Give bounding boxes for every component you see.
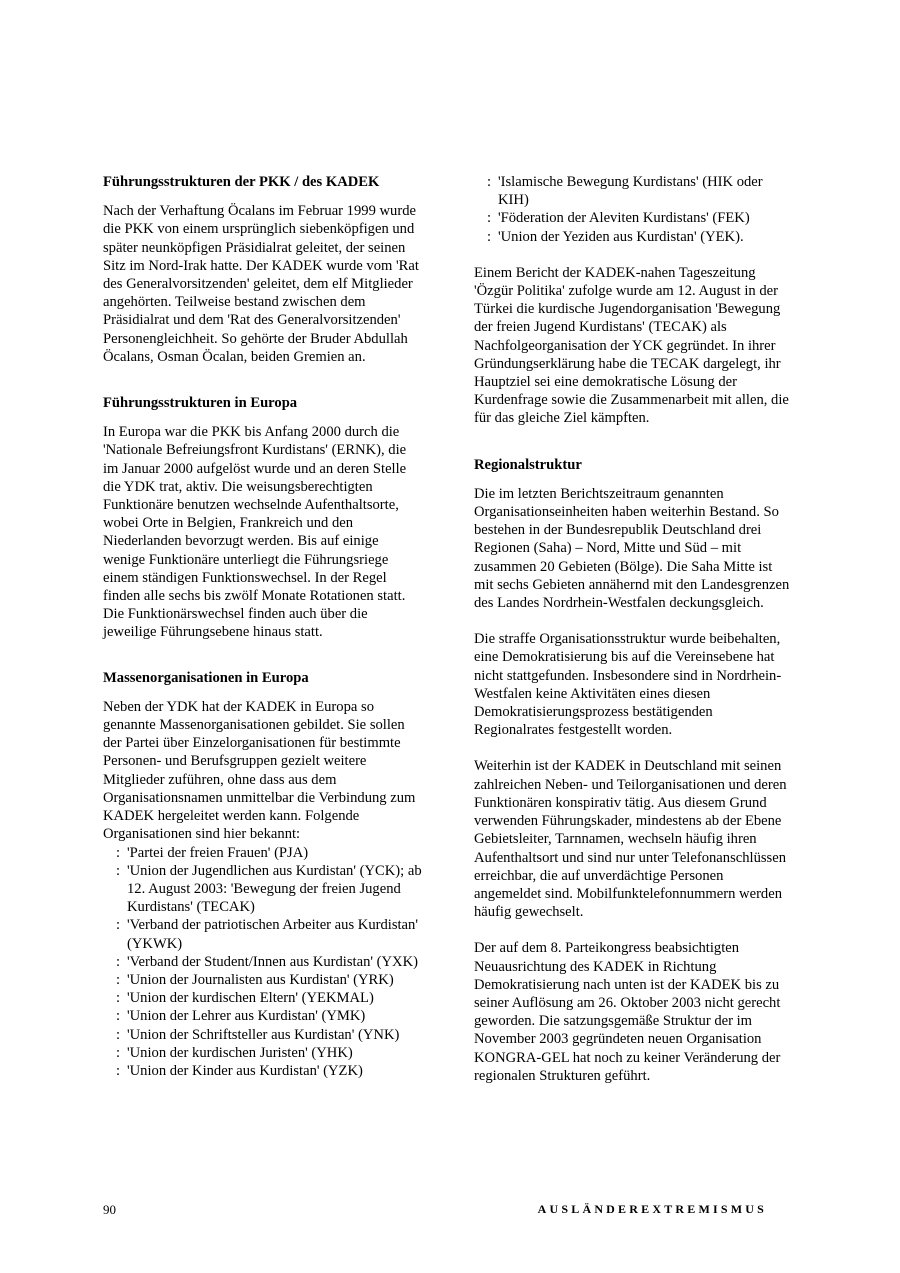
list-item: : 'Union der kurdischen Eltern' (YEKMAL) bbox=[116, 990, 374, 1007]
list-bullet: : bbox=[116, 971, 121, 988]
paragraph-regional-1: Die im letzten Berichtszeitraum genannten Organisationseinheiten haben weiterhin Bestand. So bestehen in der Bundesrepublik Deutschland drei Regionen (Saha) – Nord, Mitte und Süd – mit zusammen 20 Gebieten (Bölge). Die Saha Mitte ist mit sechs Gebieten annähernd mit den Landesgrenzen des Landes Nordrhein-Westfalen deckungsgleich. bbox=[474, 485, 790, 612]
list-item: : 'Partei der freien Frauen' (PJA) bbox=[116, 844, 309, 861]
list-bullet: : bbox=[116, 862, 121, 879]
list-item: : 'Union der Yeziden aus Kurdistan' (YEK). bbox=[487, 228, 744, 245]
list-item: : 'Verband der patriotischen Arbeiter aus Kurdistan' (YKWK) bbox=[116, 917, 418, 952]
paragraph-leadership-europe: In Europa war die PKK bis Anfang 2000 durch die 'Nationale Befreiungsfront Kurdistans' (ERNK), die im Januar 2000 aufgelöst wurde und an deren Stelle die YDK trat, aktiv. Die weisungsberechtigten Funktionäre benutzen wechselnde Aufenthaltsorte, wobei Orte in Belgien, Frankreich und den Niederlanden bevorzugt werden. Bis auf einige wenige Funktionäre unterliegt die Führungsriege einem ständigen Funktionswechsel. In der Regel finden alle sechs bis zwölf Monate Rotationen statt. Die Funktionärswechsel finden auch über die jeweilige Führungsebene hinaus statt. bbox=[103, 424, 407, 641]
list-bullet: : bbox=[116, 917, 121, 934]
list-item: : 'Union der Lehrer aus Kurdistan' (YMK) bbox=[116, 1008, 366, 1025]
list-item: : 'Union der kurdischen Juristen' (YHK) bbox=[116, 1044, 353, 1061]
list-bullet: : bbox=[116, 1044, 121, 1061]
section-heading-mass-organizations: Massenorganisationen in Europa bbox=[103, 669, 309, 686]
list-item: : 'Union der Jugendlichen aus Kurdistan' (YCK); ab 12. August 2003: 'Bewegung der freien Jugend Kurdistans' (TECAK) bbox=[116, 862, 422, 916]
list-bullet: : bbox=[116, 1008, 121, 1025]
running-title: AUSLÄNDEREXTREMISMUS bbox=[537, 1202, 767, 1216]
list-item: : 'Union der Kinder aus Kurdistan' (YZK) bbox=[116, 1062, 363, 1079]
list-item: : 'Union der Journalisten aus Kurdistan' (YRK) bbox=[116, 971, 394, 988]
section-heading-leadership-pkk: Führungsstrukturen der PKK / des KADEK bbox=[103, 174, 380, 190]
list-bullet: : bbox=[116, 990, 121, 1007]
paragraph-leadership-pkk: Nach der Verhaftung Öcalans im Februar 1999 wurde die PKK von einem ursprünglich siebenköpfigen und später neunköpfigen Präsidialrat geleitet, der seinen Sitz im Nord-Irak hatte. Der KADEK wurde vom 'Rat des Generalvorsitzenden' geleitet, dem elf Mitglieder angehörten. Teilweise bestand zwischen dem Präsidialrat und dem 'Rat des Generalvorsitzenden' Personengleichheit. So gehörte der Bruder Abdullah Öcalans, Osman Öcalan, beiden Gremien an. bbox=[103, 203, 419, 365]
list-bullet: : bbox=[487, 210, 492, 227]
list-item: : 'Föderation der Aleviten Kurdistans' (FEK) bbox=[487, 210, 750, 227]
list-item: : 'Verband der Student/Innen aus Kurdistan' (YXK) bbox=[116, 953, 418, 970]
paragraph-regional-4: Der auf dem 8. Parteikongress beabsichtigten Neuausrichtung des KADEK in Richtung Demokratisierung nach unten ist der KADEK bis zu seiner Auflösung am 26. Oktober 2003 nicht gerecht geworden. Die satzungsgemäße Struktur der im November 2003 gegründeten neuen Organisation KONGRA-GEL hat noch zu keiner Veränderung der regionalen Strukturen geführt. bbox=[474, 940, 781, 1084]
list-item: : 'Union der Schriftsteller aus Kurdistan' (YNK) bbox=[116, 1026, 400, 1043]
organization-list-right bbox=[474, 173, 794, 246]
paragraph-regional-2: Die straffe Organisationsstruktur wurde beibehalten, eine Demokratisierung bis auf die Vereinsebene hat nicht stattgefunden. Insbesondere sind in Nordrhein-Westfalen keine Aktivitäten eines diesen Demokratisierungsprozess bestätigenden Regionalrates festgestellt worden. bbox=[474, 631, 782, 739]
list-bullet: : bbox=[487, 228, 492, 245]
organization-list-left bbox=[103, 844, 423, 1081]
section-heading-regional-structure: Regionalstruktur bbox=[474, 456, 582, 473]
paragraph-regional-3: Weiterhin ist der KADEK in Deutschland mit seinen zahlreichen Neben- und Teilorganisationen und deren Funktionären konspirativ tätig. Aus diesem Grund verwenden Führungskader, mindestens ab der Ebene Gebietsleiter, Tarnnamen, wechseln häufig ihren Aufenthaltsort und sind nur unter Telefonanschlüssen erreichbar, die auf unverdächtige Personen angemeldet sind. Mobilfunktelefonnummern werden häufig gewechselt. bbox=[474, 758, 787, 921]
page-number: 90 bbox=[103, 1202, 116, 1217]
list-bullet: : bbox=[116, 1062, 121, 1079]
list-bullet: : bbox=[116, 953, 121, 970]
list-bullet: : bbox=[116, 844, 121, 861]
section-heading-leadership-europe: Führungsstrukturen in Europa bbox=[103, 395, 298, 412]
paragraph-mass-organizations: Neben der YDK hat der KADEK in Europa so genannte Massenorganisationen gebildet. Sie sollen der Partei über Einzelorganisationen für bestimmte Personen- und Berufsgruppen gezielt weitere Mitglieder zuführen, ohne dass aus dem Organisationsnamen unmittelbar die Verbindung zum KADEK hergeleitet werden kann. Folgende Organisationen sind hier bekannt: bbox=[103, 698, 416, 843]
list-bullet: : bbox=[487, 174, 492, 190]
list-item: : 'Islamische Bewegung Kurdistans' (HIK oder KIH) bbox=[487, 174, 763, 209]
list-bullet: : bbox=[116, 1026, 121, 1043]
right-column bbox=[474, 173, 794, 1085]
left-column bbox=[103, 173, 423, 1080]
paragraph-tecak-report: Einem Bericht der KADEK-nahen Tageszeitung 'Özgür Politika' zufolge wurde am 12. August in der Türkei die kurdische Jugendorganisation 'Bewegung der freien Jugend Kurdistans' (TECAK) als Nachfolgeorganisation der YCK gegründet. In ihrer Gründungserklärung habe die TECAK dargelegt, ihr Hauptziel sei eine demokratische Lösung der Kurdenfrage sowie die Zusammenarbeit mit allen, die für das gleiche Ziel kämpften. bbox=[474, 264, 789, 427]
